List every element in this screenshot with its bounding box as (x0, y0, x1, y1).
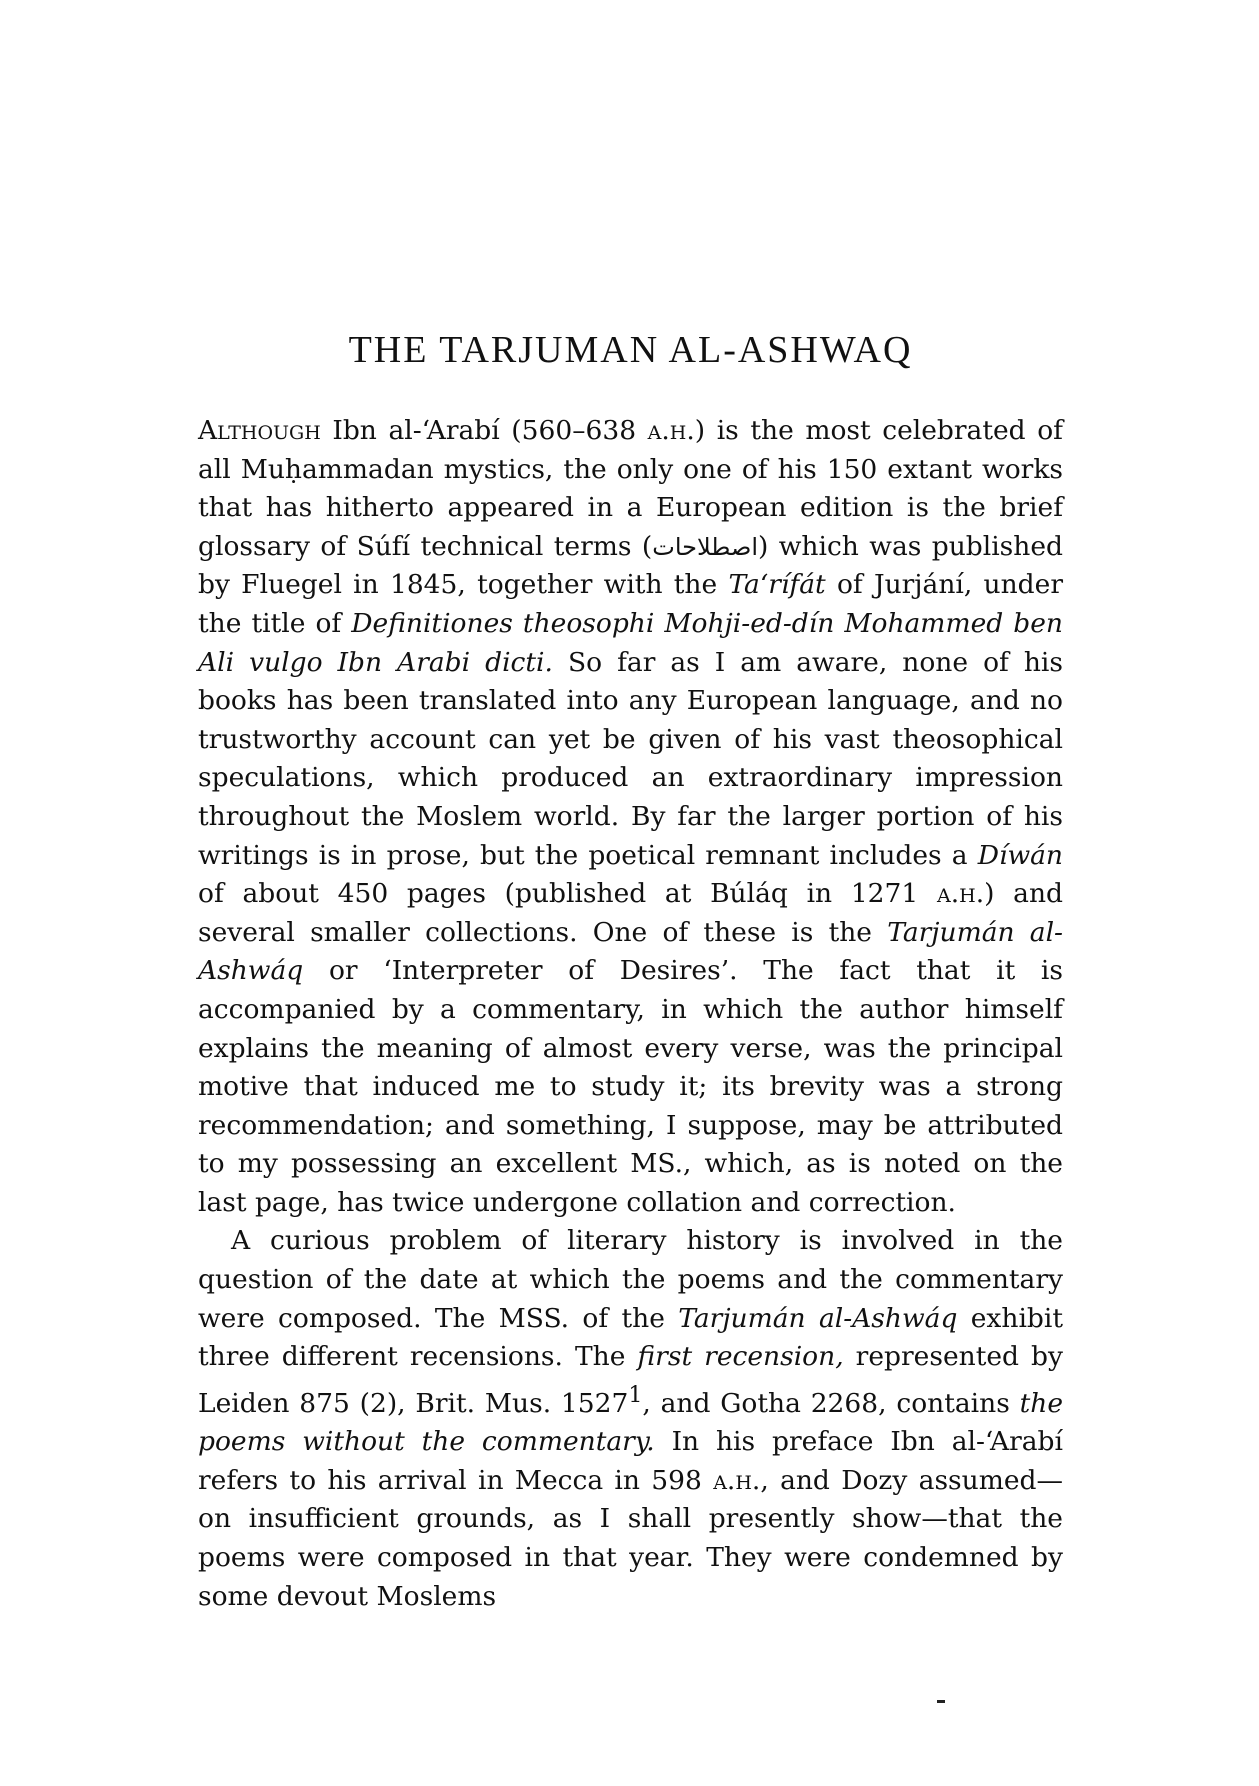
text: ) and several smaller collections. One of these is the (198, 878, 1064, 948)
paragraph-1 (198, 412, 1063, 1222)
arabic-term: اصطلاحات (652, 532, 759, 561)
signature-mark (937, 1700, 945, 1703)
era-abbrev: a.h. (713, 1464, 761, 1496)
text: represented by Leiden 875 (2), Brit. Mus. 1527 (198, 1341, 1063, 1419)
italic-phrase: the poems without the commentary. (198, 1387, 1064, 1458)
italic-title: Tarjumán al-Ashwáq (678, 1302, 958, 1334)
footnote-ref[interactable]: 1 (628, 1382, 643, 1408)
text: of about 450 pages (published at Búláq in 1271 (198, 878, 937, 910)
italic-title: Definitiones theosophi Mohji-ed-dín Mohammed ben Ali vulgo Ibn Arabi dicti. (198, 607, 1063, 678)
text: ) is the most celebrated of all Muḥammadan mystics, the only one of his 150 extant works that has hitherto appeared in a European edition is the brief glossary of Súfí technical terms ( (198, 415, 1063, 562)
text: ) which was published by Fluegel in 1845, together with the (198, 530, 1063, 601)
era-abbrev: a.h. (936, 878, 985, 910)
era-abbrev: a.h. (647, 415, 695, 446)
text: or ‘Interpreter of Desires’. The fact that it is accompanied by a commentary, in which the author himself explains the meaning of almost every verse, was the principal motive that induced me to study it; its brevity was a strong recommendation; and something, I suppose, may be attributed to my possessing an excellent MS., which, as is noted on the last page, has twice undergone collation and correction. (198, 955, 1063, 1218)
text: exhibit three different recensions. The (198, 1302, 1064, 1373)
italic-title: Tarjumán al-Ashwáq (198, 916, 1064, 987)
paragraph-2 (198, 1222, 1063, 1616)
text: So far as I am aware, none of his books has been translated into any European language, and no trustworthy account can yet be given of his vast theosophical speculations, which produced an extraordinary impression throughout the Moslem world. By far the larger portion of his writings is in prose, but the poetical remnant includes a (198, 646, 1063, 871)
text: , and Gotha 2268, contains (642, 1387, 1020, 1419)
text: of Jurjání, under the title of (198, 569, 1063, 639)
text: Ibn al-‘Arabí (560–638 (320, 415, 648, 446)
italic-title: Díwán (977, 839, 1063, 871)
page-title: THE TARJUMAN AL-ASHWAQ (348, 329, 913, 371)
page (198, 330, 1063, 1616)
text: , and Dozy assumed—on insufficient grounds, as I shall presently show—that the poems were composed in that year. They were condemned by some devout Moslems (198, 1464, 1063, 1612)
italic-title: Ta‘rífát (728, 569, 826, 601)
text: In his preface Ibn al-‘Arabí refers to his arrival in Mecca in 598 (198, 1426, 1063, 1496)
lead-smallcaps: Although (198, 415, 321, 446)
text: A curious problem of literary history is involved in the question of the date at which the poems and the commentary were composed. The MSS. of the (198, 1225, 1063, 1334)
italic-term: first recension, (637, 1341, 844, 1373)
